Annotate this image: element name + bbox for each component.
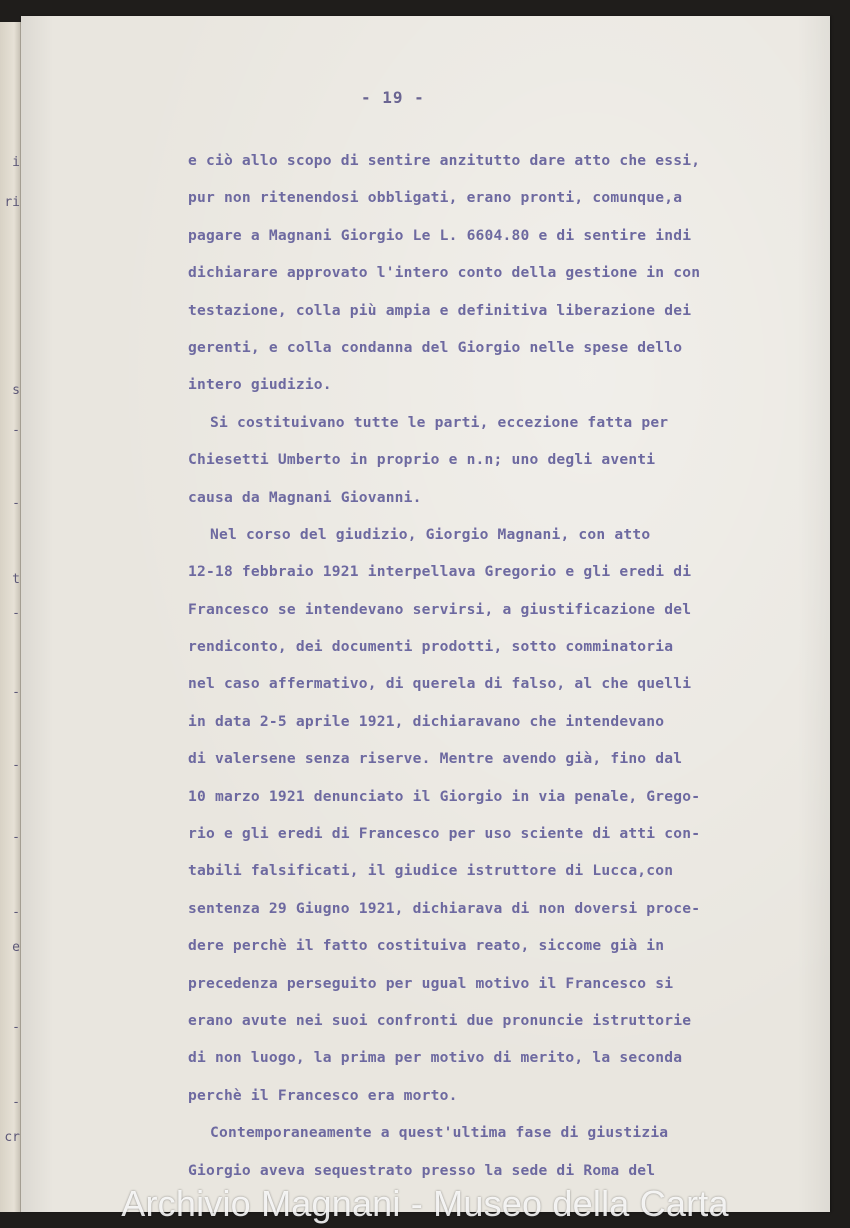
text-line: Francesco se intendevano servirsi, a giustificazione del [188, 600, 692, 618]
text-line: 10 marzo 1921 denunciato il Giorgio in via penale, Grego- [188, 787, 701, 805]
left-page-fragment: s [12, 383, 20, 398]
text-line: testazione, colla più ampia e definitiva liberazione dei [188, 301, 692, 319]
left-page-fragment: t [12, 572, 20, 587]
left-page-fragment: i [12, 155, 20, 170]
text-line: di non luogo, la prima per motivo di merito, la seconda [188, 1049, 683, 1067]
text-line: di valersene senza riserve. Mentre avendo già, fino dal [188, 750, 683, 768]
archive-watermark: Archivio Magnani - Museo della Carta [121, 1183, 729, 1224]
left-page-fragment: - [12, 606, 20, 621]
text-line: 12-18 febbraio 1921 interpellava Gregorio e gli eredi di [188, 563, 692, 581]
left-page-fragment: - [12, 1020, 20, 1035]
left-page-fragment: ri [4, 195, 20, 210]
text-line: gerenti, e colla condanna del Giorgio nelle spese dello [188, 338, 683, 356]
text-line: perchè il Francesco era morto. [188, 1086, 458, 1104]
text-line: Si costituivano tutte le parti, eccezione fatta per [210, 413, 669, 431]
text-line: dere perchè il fatto costituiva reato, siccome già in [188, 937, 665, 955]
left-page-fragment: - [12, 685, 20, 700]
left-page-fragment: - [12, 423, 20, 438]
typed-text-block [188, 142, 820, 1189]
left-page-fragment: - [12, 905, 20, 920]
left-page-fragment: cr [4, 1130, 20, 1145]
left-page-fragment: - [12, 830, 20, 845]
left-page-edge [0, 22, 21, 1212]
text-line: precedenza perseguito per ugual motivo il Francesco si [188, 974, 674, 992]
text-line: causa da Magnani Giovanni. [188, 488, 422, 506]
text-line: rio e gli eredi di Francesco per uso sciente di atti con- [188, 825, 701, 843]
document-page [21, 16, 830, 1212]
text-line: Giorgio aveva sequestrato presso la sede di Roma del [188, 1161, 656, 1179]
left-page-fragment: - [12, 758, 20, 773]
left-page-fragment: - [12, 496, 20, 511]
text-line: e ciò allo scopo di sentire anzitutto dare atto che essi, [188, 152, 701, 169]
left-page-fragment: - [12, 1095, 20, 1110]
text-line: sentenza 29 Giugno 1921, dichiarava di non doversi proce- [188, 899, 701, 917]
text-line: in data 2-5 aprile 1921, dichiaravano che intendevano [188, 712, 665, 730]
text-line: tabili falsificati, il giudice istruttore di Lucca,con [188, 862, 674, 880]
text-line: erano avute nei suoi confronti due pronuncie istruttorie [188, 1011, 692, 1029]
text-line: nel caso affermativo, di querela di falso, al che quelli [188, 675, 692, 693]
text-line: Nel corso del giudizio, Giorgio Magnani, con atto [210, 525, 651, 543]
text-line: pur non ritenendosi obbligati, erano pronti, comunque,a [188, 189, 683, 207]
left-page-fragment: e [12, 940, 20, 955]
text-line: intero giudizio. [188, 376, 332, 394]
text-line: dichiarare approvato l'intero conto della gestione in con [188, 264, 701, 282]
text-line: pagare a Magnani Giorgio Le L. 6604.80 e di sentire indi [188, 226, 692, 244]
text-line: Chiesetti Umberto in proprio e n.n; uno degli aventi [188, 451, 656, 469]
text-line: Contemporaneamente a quest'ultima fase di giustizia [210, 1124, 669, 1142]
page-number: - 19 - [361, 88, 425, 107]
text-line: rendiconto, dei documenti prodotti, sotto comminatoria [188, 638, 674, 656]
